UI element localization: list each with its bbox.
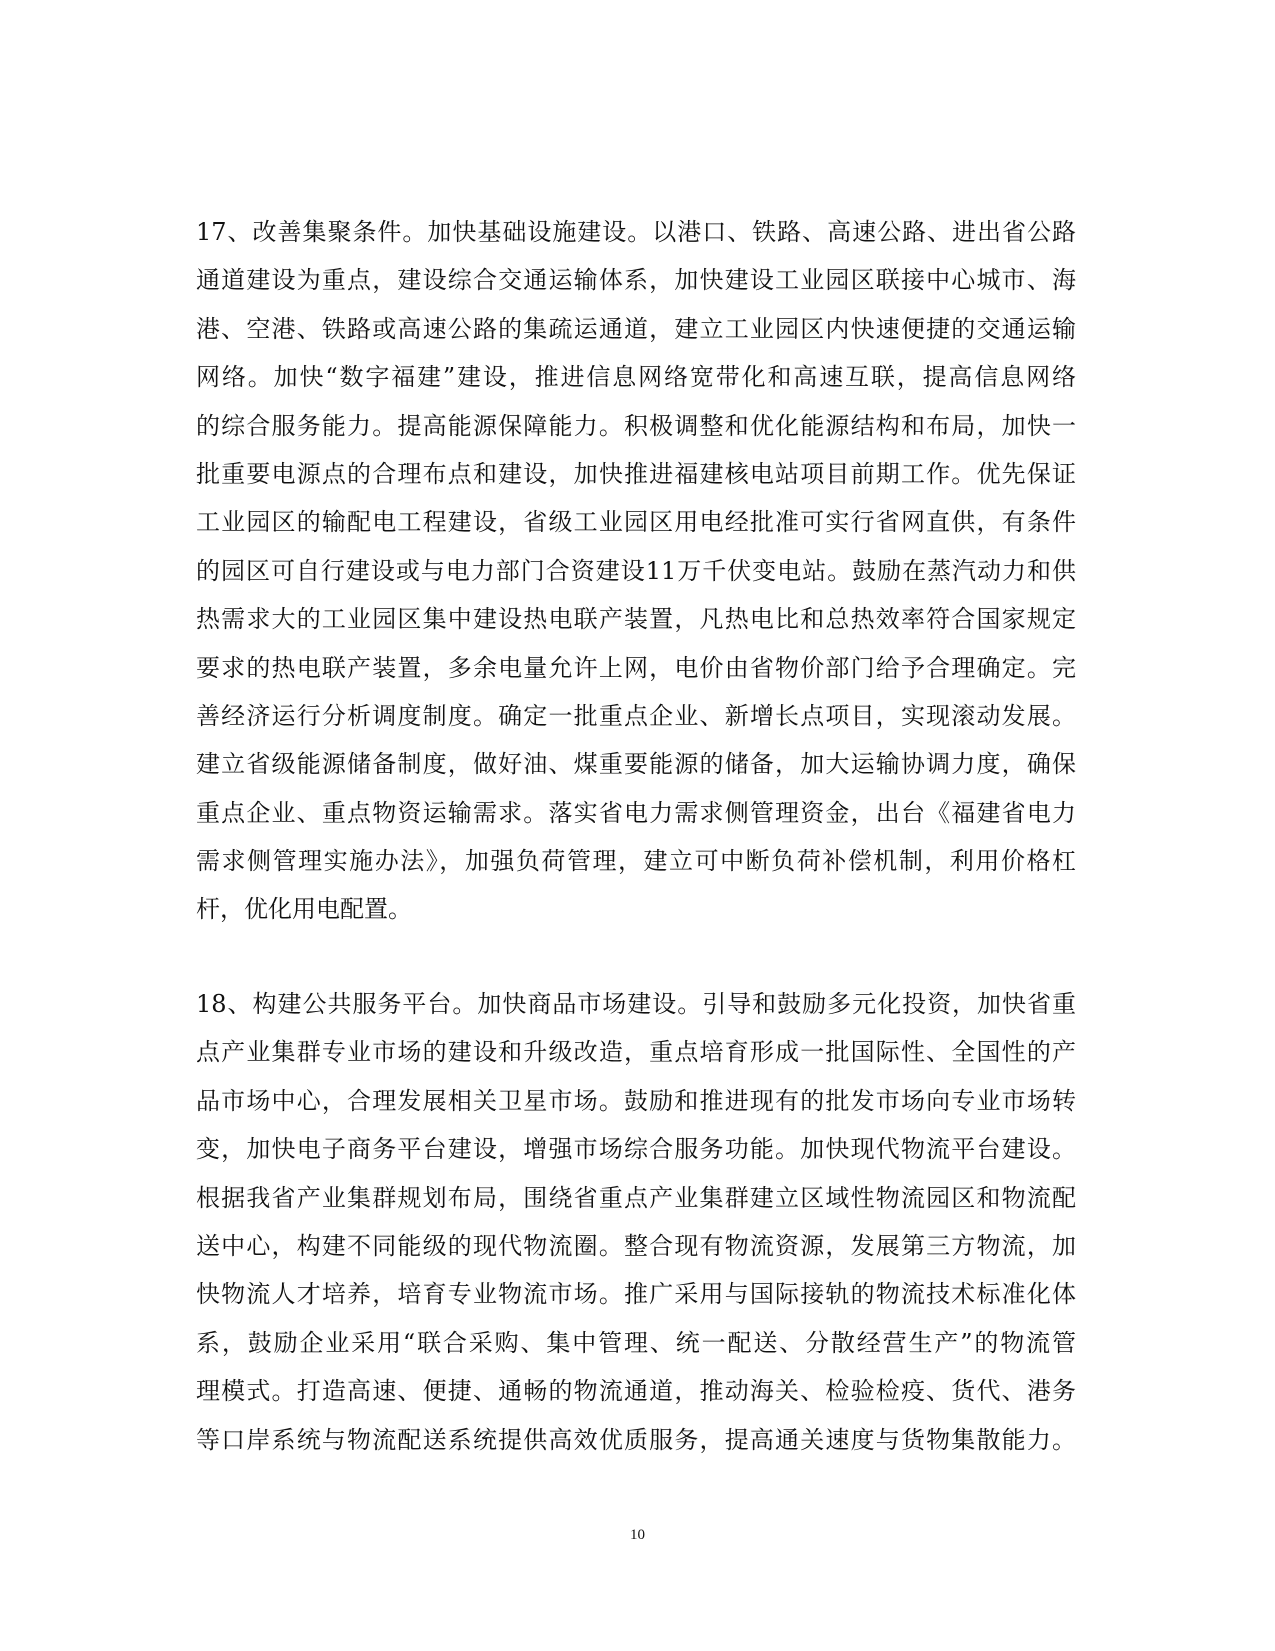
text-line: 17、改善集聚条件。加快基础设施建设。以港口、铁路、高速公路、进出省公路 bbox=[196, 218, 1076, 246]
text-line: 送中心，构建不同能级的现代物流圈。整合现有物流资源，发展第三方物流，加 bbox=[196, 1231, 1076, 1260]
text-line: 18、构建公共服务平台。加快商品市场建设。引导和鼓励多元化投资，加快省重 bbox=[196, 990, 1076, 1018]
text-line: 港、空港、铁路或高速公路的集疏运通道，建立工业园区内快速便捷的交通运输 bbox=[196, 314, 1076, 343]
text-line: 快物流人才培养，培育专业物流市场。推广采用与国际接轨的物流技术标准化体 bbox=[196, 1280, 1076, 1309]
text-line: 需求侧管理实施办法》，加强负荷管理，建立可中断负荷补偿机制，利用价格杠 bbox=[196, 847, 1076, 876]
text-line: 的园区可自行建设或与电力部门合资建设11万千伏变电站。鼓励在蒸汽动力和供 bbox=[196, 556, 1076, 585]
text-line: 热需求大的工业园区集中建设热电联产装置，凡热电比和总热效率符合国家规定 bbox=[196, 605, 1076, 634]
paragraph-section-17 bbox=[196, 208, 1076, 934]
text-line: 品市场中心，合理发展相关卫星市场。鼓励和推进现有的批发市场向专业市场转 bbox=[196, 1086, 1076, 1115]
text-line: 工业园区的输配电工程建设，省级工业园区用电经批准可实行省网直供，有条件 bbox=[196, 508, 1076, 537]
text-line: 系，鼓励企业采用“联合采购、集中管理、统一配送、分散经营生产”的物流管 bbox=[196, 1328, 1076, 1357]
text-line: 重点企业、重点物资运输需求。落实省电力需求侧管理资金，出台《福建省电力 bbox=[196, 798, 1076, 827]
text-line: 变，加快电子商务平台建设，增强市场综合服务功能。加快现代物流平台建设。 bbox=[196, 1135, 1076, 1164]
page-number: 10 bbox=[630, 1527, 645, 1543]
text-line: 善经济运行分析调度制度。确定一批重点企业、新增长点项目，实现滚动发展。 bbox=[196, 701, 1076, 730]
text-line: 根据我省产业集群规划布局，围绕省重点产业集群建立区域性物流园区和物流配 bbox=[196, 1183, 1076, 1212]
text-line: 通道建设为重点，建设综合交通运输体系，加快建设工业园区联接中心城市、海 bbox=[196, 266, 1076, 295]
text-line: 的综合服务能力。提高能源保障能力。积极调整和优化能源结构和布局，加快一 bbox=[196, 411, 1076, 440]
text-line: 网络。加快“数字福建”建设，推进信息网络宽带化和高速互联，提高信息网络 bbox=[196, 363, 1076, 392]
text-line: 点产业集群专业市场的建设和升级改造，重点培育形成一批国际性、全国性的产 bbox=[196, 1038, 1076, 1067]
text-line: 理模式。打造高速、便捷、通畅的物流通道，推动海关、检验检疫、货代、港务 bbox=[196, 1377, 1076, 1406]
text-line: 等口岸系统与物流配送系统提供高效优质服务，提高通关速度与货物集散能力。 bbox=[196, 1425, 1076, 1454]
paragraph-section-18 bbox=[196, 980, 1076, 1464]
text-line: 建立省级能源储备制度，做好油、煤重要能源的储备，加大运输协调力度，确保 bbox=[196, 750, 1076, 779]
text-line: 要求的热电联产装置，多余电量允许上网，电价由省物价部门给予合理确定。完 bbox=[196, 653, 1076, 682]
text-line: 批重要电源点的合理布点和建设，加快推进福建核电站项目前期工作。优先保证 bbox=[196, 459, 1076, 488]
text-line: 杆，优化用电配置。 bbox=[196, 895, 412, 924]
